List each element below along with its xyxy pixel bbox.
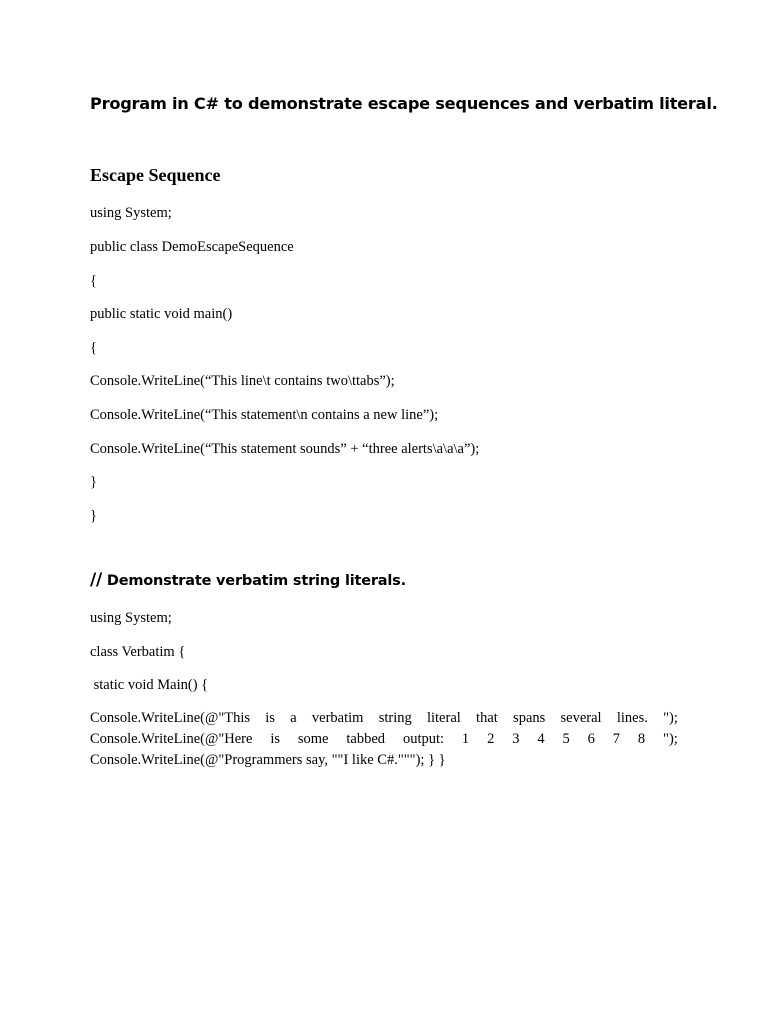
code-token: literal bbox=[426, 710, 461, 726]
code-line: { bbox=[90, 273, 97, 289]
code-token: Console.WriteLine(@"Here bbox=[90, 731, 253, 747]
escape-sequence-heading: Escape Sequence bbox=[90, 165, 221, 185]
code-token: "); bbox=[663, 731, 678, 747]
code-token: output: bbox=[402, 731, 445, 747]
code-token: that bbox=[476, 710, 498, 726]
code-token: verbatim bbox=[311, 710, 364, 726]
code-line: static void Main() { bbox=[90, 677, 209, 693]
code-token: string bbox=[378, 710, 412, 726]
verbatim-heading bbox=[90, 570, 406, 590]
code-token: spans bbox=[513, 710, 546, 726]
code-line: } bbox=[90, 508, 97, 524]
code-line: Console.WriteLine(“This line\t contains two\ttabs”); bbox=[90, 373, 395, 389]
code-line: } bbox=[90, 474, 97, 490]
code-token: 6 bbox=[587, 731, 595, 747]
code-line-last: Console.WriteLine(@"Programmers say, ""I like C#."""); } } bbox=[90, 752, 446, 768]
code-token: 1 bbox=[461, 731, 470, 747]
justified-code-line-2 bbox=[90, 729, 678, 750]
verbatim-code-paragraph bbox=[90, 708, 678, 771]
code-token: several bbox=[560, 710, 602, 726]
code-token: a bbox=[290, 710, 297, 726]
code-token: is bbox=[265, 710, 275, 726]
code-token: is bbox=[270, 731, 280, 747]
code-token: 8 bbox=[637, 731, 646, 747]
code-line: class Verbatim { bbox=[90, 644, 186, 660]
code-token: 2 bbox=[487, 731, 495, 747]
document-title: Program in C# to demonstrate escape sequences and verbatim literal. bbox=[90, 94, 718, 113]
code-line: Console.WriteLine(“This statement sounds” + “three alerts\a\a\a”); bbox=[90, 441, 480, 457]
code-line: using System; bbox=[90, 610, 172, 626]
justified-code-line-1 bbox=[90, 708, 678, 729]
code-line: { bbox=[90, 340, 97, 356]
code-line: public class DemoEscapeSequence bbox=[90, 239, 294, 255]
verbatim-heading-text: Demonstrate verbatim string literals. bbox=[102, 573, 406, 589]
code-line: Console.WriteLine(“This statement\n contains a new line”); bbox=[90, 407, 439, 423]
code-token: some bbox=[297, 731, 329, 747]
code-token: 5 bbox=[562, 731, 570, 747]
code-token: tabbed bbox=[346, 731, 386, 747]
code-token: 7 bbox=[612, 731, 621, 747]
comment-slashes: // bbox=[90, 570, 103, 590]
code-line: using System; bbox=[90, 205, 172, 221]
code-token: "); bbox=[663, 710, 678, 726]
code-token: 4 bbox=[537, 731, 545, 747]
code-token: 3 bbox=[512, 731, 520, 747]
code-token: lines. bbox=[616, 710, 648, 726]
code-line: public static void main() bbox=[90, 306, 233, 322]
code-token: Console.WriteLine(@"This bbox=[90, 710, 251, 726]
